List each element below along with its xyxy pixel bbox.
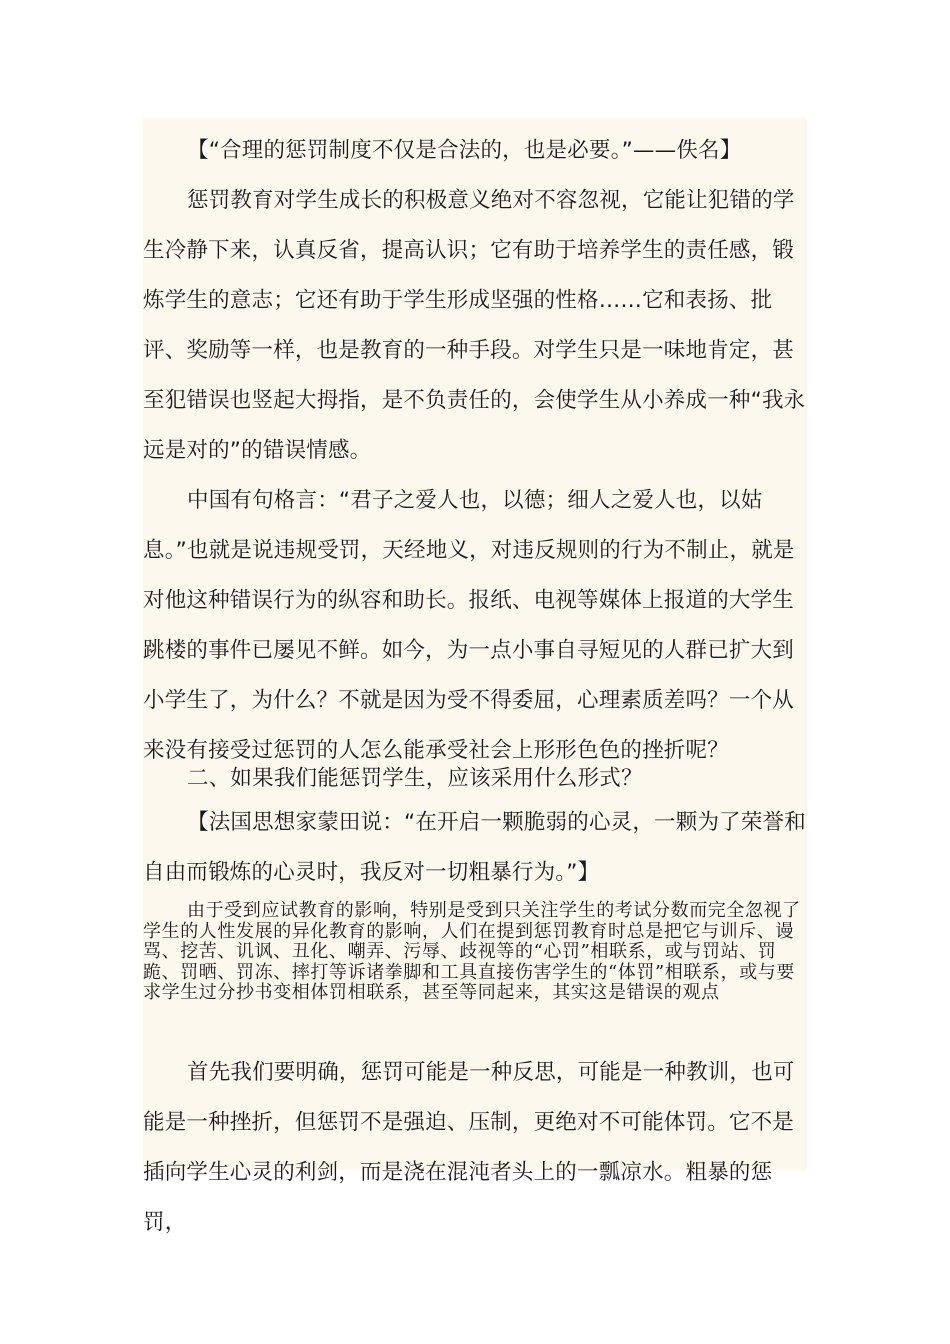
section-heading-2: 二、如果我们能惩罚学生，应该采用什么形式？ (187, 766, 643, 791)
paragraph-clarify-punishment: 首先我们要明确，惩罚可能是一种反思，可能是一种教训，也可能是一种挫折，但惩罚不是强迫、压制，更绝对不可能体罚。它不是插向学生心灵的利剑，而是浇在混沌者头上的一瓢凉水。粗暴的惩罚， (143, 1060, 795, 1235)
quote-montaigne: 【法国思想家蒙田说：“在开启一颗脆弱的心灵，一颗为了荣誉和自由而锻炼的心灵时，我反对一切粗暴行为。”】 (143, 810, 806, 885)
paragraph-chinese-proverb: 中国有句格言：“君子之爱人也，以德；细人之爱人也，以姑息。”也就是说违规受罚，天经地义，对违反规则的行为不制止，就是对他这种错误行为的纵容和助长。报纸、电视等媒体上报道的大学生跳楼的事件已屡见不鲜。如今，为一点小事自寻短见的人群已扩大到小学生了，为什么？不就是因为受不得委屈，心理素质差吗？一个从来没有接受过惩罚的人怎么能承受社会上形形色色的挫折呢？ (143, 488, 795, 763)
paragraph-punishment-significance: 惩罚教育对学生成长的积极意义绝对不容忽视，它能让犯错的学生冷静下来，认真反省，提高认识；它有助于培养学生的责任感，锻炼学生的意志；它还有助于学生形成坚强的性格……它和表扬、批评、奖励等一样，也是教育的一种手段。对学生只是一味地肯定，甚至犯错误也竖起大拇指，是不负责任的，会使学生从小养成一种“我永远是对的”的错误情感。 (143, 188, 806, 463)
quote-anonymous: 【“合理的惩罚制度不仅是合法的，也是必要。”——佚名】 (187, 138, 742, 163)
paragraph-exam-education: 由于受到应试教育的影响，特别是受到只关注学生的考试分数而完全忽视了学生的人性发展的异化教育的影响，人们在提到惩罚教育时总是把它与训斥、谩骂、挖苦、讥讽、丑化、嘲弄、污辱、歧视等的“心罚”相联系，或与罚站、罚跪、罚晒、罚冻、摔打等诉诸拳脚和工具直接伤害学生的“体罚”相联系，或与要求学生过分抄书变相体罚相联系，甚至等同起来，其实这是错误的观点 (143, 900, 801, 1003)
